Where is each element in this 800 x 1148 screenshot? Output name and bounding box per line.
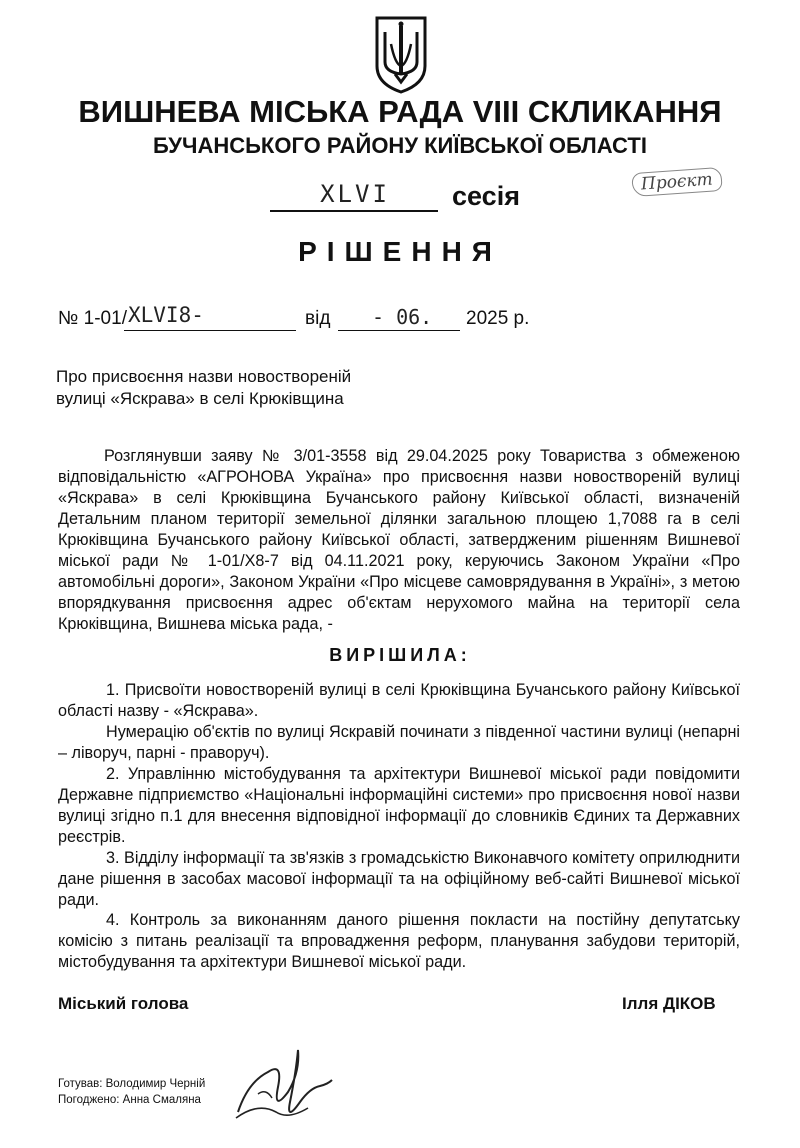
subject-line: Про присвоєння назви новоствореній (56, 367, 352, 386)
session-label: сесія (452, 181, 520, 211)
council-name: ВИШНЕВА МІСЬКА РАДА VIII СКЛИКАННЯ (78, 94, 722, 129)
decision-date: - 06. (372, 305, 433, 329)
session-number: XLVI (320, 180, 390, 208)
number-underline (124, 330, 296, 331)
item-3: 3. Відділу інформації та зв'язків з громадськістю Виконавчого комітету оприлюднити дане рішення в засобах масової інформації та на офіційному веб-сайті Вишневої міської ради. (58, 849, 740, 909)
subject-line: вулиці «Яскрава» в селі Крюківщина (56, 389, 344, 408)
trident-coat-of-arms-icon (373, 14, 429, 96)
approval-block (58, 1076, 205, 1108)
item-4: 4. Контроль за виконанням даного рішення покласти на постійну депутатську комісію з питань реалізації та впровадження реформ, планування забудови територій, містобудування та архітектури Вишневої міської ради. (58, 911, 740, 971)
district-name: БУЧАНСЬКОГО РАЙОНУ КИЇВСЬКОЇ ОБЛАСТІ (153, 133, 647, 158)
decision-subject (56, 366, 351, 410)
decision-year: 2025 р. (466, 308, 530, 329)
resolved-heading: ВИРІШИЛА: (329, 645, 471, 665)
handwritten-signature-icon (228, 1042, 338, 1126)
decision-number: XLVI8- (128, 303, 204, 327)
item-1: 1. Присвоїти новоствореній вулиці в селі Крюківщина Бучанського району Київської області назву - «Яскрава». (58, 681, 740, 720)
date-underline (338, 330, 460, 331)
item-1-numbering: Нумерацію об'єктів по вулиці Яскравій починати з південної частини вулиці (непарні – ліворуч, парні - праворуч). (58, 723, 740, 762)
prepared-by: Готував: Володимир Черній (58, 1078, 206, 1090)
item-2: 2. Управлінню містобудування та архітектури Вишневої міської ради повідомити Державне підприємство «Національні інформаційні системи» про присвоєння нової назви вулиці згідно п.1 для внесення відповідної інформації до словників Єдиних та Державних реєстрів. (58, 765, 740, 846)
mayor-name: Ілля ДІКОВ (622, 994, 716, 1013)
preamble-paragraph: Розглянувши заяву № 3/01-3558 від 29.04.2025 року Товариства з обмеженою відповідальністю «АГРОНОВА Україна» про присвоєння назви новоствореній вулиці «Яскрава» в селі Крюківщина Бучанського району Київської області, визначеній Детальним планом території земельної ділянки загальною площею 1,7088 га в селі Крюківщина Бучанського району Київської області, затвердженим рішенням Вишневої міської ради № 1-01/Х8-7 від 04.11.2021 року, керуючись Законом України «Про автомобільні дороги», Законом України «Про місцеве самоврядування в Україні», з метою впорядкування присвоєння адрес об'єктам нерухомого майна на території села Крюківщина, Вишнева міська рада, - (58, 447, 740, 633)
date-label: від (305, 308, 331, 329)
session-underline (270, 210, 438, 212)
draft-stamp: Проєкт (631, 167, 722, 197)
mayor-title: Міський голова (58, 994, 189, 1013)
document-title: РІШЕННЯ (298, 236, 502, 267)
decision-number-prefix: № 1-01/ (58, 308, 127, 329)
agreed-by: Погоджено: Анна Смаляна (58, 1094, 201, 1106)
